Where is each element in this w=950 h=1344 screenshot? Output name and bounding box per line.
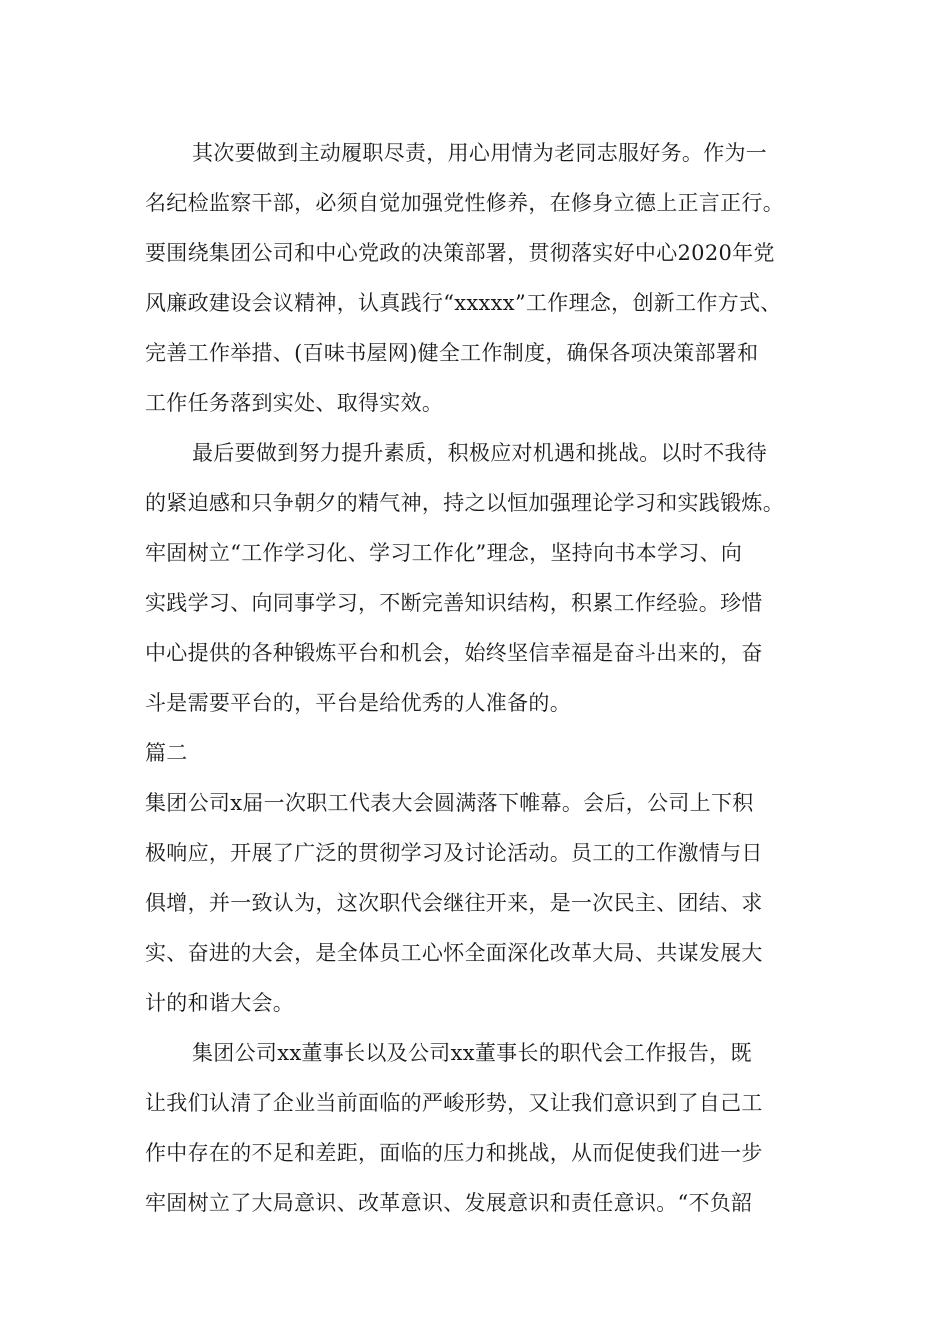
- paragraph-line: 风廉政建设会议精神，认真践行“xxxxx”工作理念，创新工作方式、: [145, 291, 782, 315]
- paragraph-line: 作中存在的不足和差距，面临的压力和挑战，从而促使我们进一步: [145, 1141, 763, 1165]
- paragraph-line: 俱增，并一致认为，这次职代会继往开来，是一次民主、团结、求: [145, 891, 763, 915]
- paragraph-line: 完善工作举措、(百味书屋网)健全工作制度，确保各项决策部署和: [145, 341, 759, 365]
- paragraph-line: 让我们认清了企业当前面临的严峻形势，又让我们意识到了自己工: [145, 1091, 763, 1115]
- paragraph-line: 工作任务落到实处、取得实效。: [145, 391, 444, 415]
- paragraph-line: 要围绕集团公司和中心党政的决策部署，贯彻落实好中心2020年党: [145, 241, 775, 265]
- paragraph-line: 计的和谐大会。: [145, 991, 295, 1015]
- paragraph-line: 最后要做到努力提升素质，积极应对机遇和挑战。以时不我待: [192, 441, 768, 465]
- paragraph-line: 的紧迫感和只争朝夕的精气神，持之以恒加强理论学习和实践锻炼。: [145, 491, 784, 515]
- paragraph-line: 实、奋进的大会，是全体员工心怀全面深化改革大局、共谋发展大: [145, 941, 763, 965]
- paragraph-line: 名纪检监察干部，必须自觉加强党性修养，在修身立德上正言正行。: [145, 191, 784, 215]
- section-heading: 篇二: [145, 741, 188, 765]
- paragraph-line: 牢固树立“工作学习化、学习工作化”理念，坚持向书本学习、向: [145, 541, 743, 565]
- paragraph-line: 集团公司x届一次职工代表大会圆满落下帷幕。会后，公司上下积: [145, 791, 754, 815]
- paragraph-line: 实践学习、向同事学习，不断完善知识结构，积累工作经验。珍惜: [145, 591, 763, 615]
- paragraph-line: 斗是需要平台的，平台是给优秀的人准备的。: [145, 691, 571, 715]
- paragraph-line: 中心提供的各种锻炼平台和机会，始终坚信幸福是奋斗出来的，奋: [145, 641, 763, 665]
- paragraph-line: 牢固树立了大局意识、改革意识、发展意识和责任意识。“不负韶: [145, 1191, 753, 1215]
- paragraph-line: 集团公司xx董事长以及公司xx董事长的职代会工作报告，既: [192, 1041, 752, 1065]
- paragraph-line: 其次要做到主动履职尽责，用心用情为老同志服好务。作为一: [192, 141, 768, 165]
- paragraph-line: 极响应，开展了广泛的贯彻学习及讨论活动。员工的工作激情与日: [145, 841, 763, 865]
